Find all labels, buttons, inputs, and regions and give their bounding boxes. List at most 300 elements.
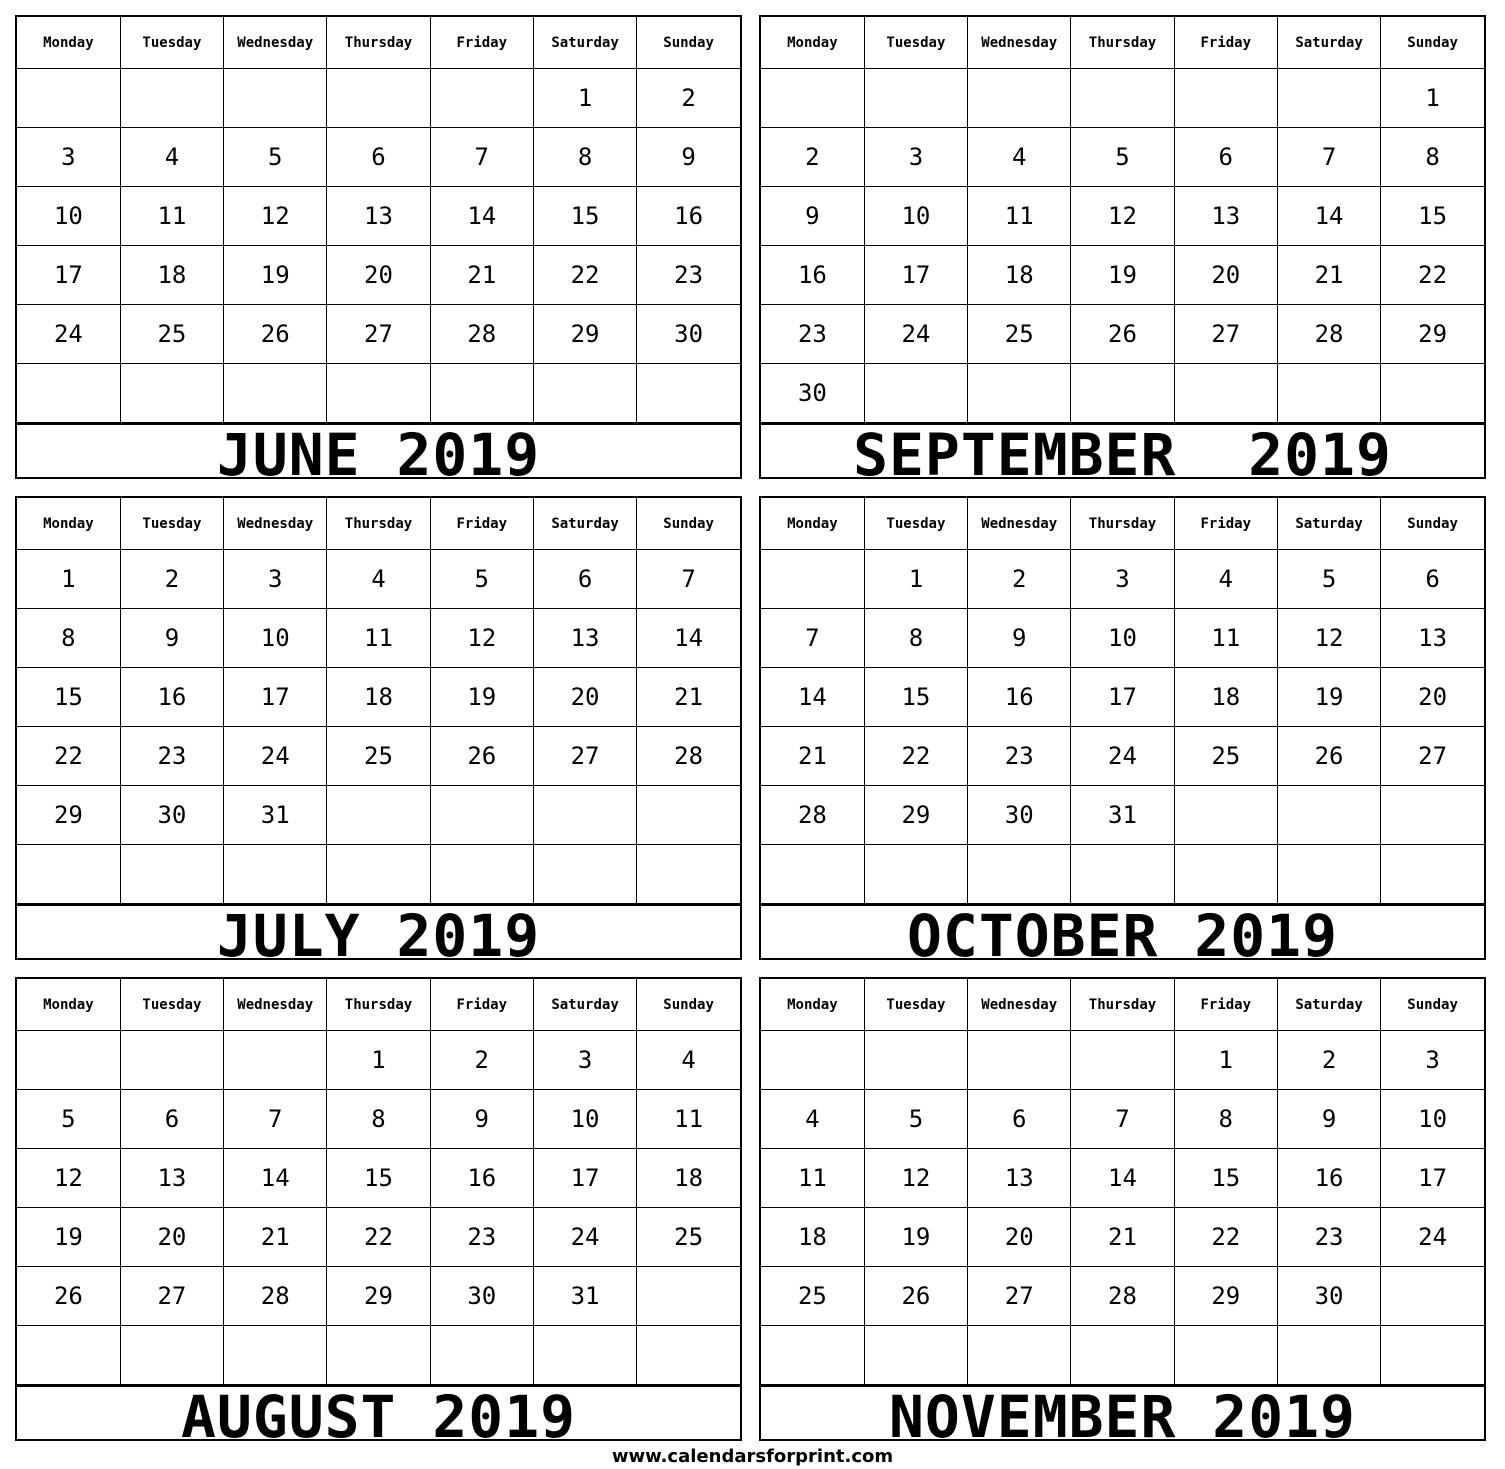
day-cell bbox=[120, 1326, 223, 1385]
day-cell: 11 bbox=[327, 609, 430, 668]
week-row bbox=[761, 609, 1484, 668]
weekday-header: Sunday bbox=[637, 17, 740, 69]
day-cell bbox=[1071, 364, 1174, 423]
day-cell bbox=[1071, 1326, 1174, 1385]
day-cell: 22 bbox=[1174, 1208, 1277, 1267]
weekday-header-row bbox=[761, 17, 1484, 69]
week-row bbox=[17, 305, 740, 364]
day-cell bbox=[120, 364, 223, 423]
weekday-header-row bbox=[17, 17, 740, 69]
weekday-header: Tuesday bbox=[864, 498, 967, 550]
day-cell bbox=[637, 1267, 740, 1326]
day-cell: 26 bbox=[430, 727, 533, 786]
day-cell bbox=[430, 69, 533, 128]
day-cell: 29 bbox=[533, 305, 636, 364]
footer-url: www.calendarsforprint.com bbox=[611, 1446, 894, 1467]
day-cell: 31 bbox=[533, 1267, 636, 1326]
day-cell bbox=[864, 1326, 967, 1385]
day-cell: 24 bbox=[1381, 1208, 1484, 1267]
day-cell: 20 bbox=[1381, 668, 1484, 727]
day-cell: 18 bbox=[968, 246, 1071, 305]
week-row bbox=[761, 1326, 1484, 1385]
weekday-header: Tuesday bbox=[120, 498, 223, 550]
day-cell: 11 bbox=[968, 187, 1071, 246]
day-cell: 27 bbox=[120, 1267, 223, 1326]
month-title: SEPTEMBER 2019 bbox=[761, 423, 1484, 480]
day-cell: 28 bbox=[761, 786, 864, 845]
day-cell: 10 bbox=[1381, 1090, 1484, 1149]
day-cell: 22 bbox=[864, 727, 967, 786]
day-cell: 18 bbox=[120, 246, 223, 305]
day-cell: 15 bbox=[17, 668, 120, 727]
weekday-header: Sunday bbox=[637, 498, 740, 550]
day-cell: 16 bbox=[761, 246, 864, 305]
day-cell: 29 bbox=[327, 1267, 430, 1326]
weekday-header: Wednesday bbox=[968, 979, 1071, 1031]
week-row bbox=[17, 1149, 740, 1208]
day-cell: 30 bbox=[430, 1267, 533, 1326]
weekday-header: Friday bbox=[1174, 17, 1277, 69]
day-cell: 4 bbox=[120, 128, 223, 187]
day-cell: 2 bbox=[120, 550, 223, 609]
weekday-header: Wednesday bbox=[224, 498, 327, 550]
day-cell bbox=[1174, 786, 1277, 845]
day-cell: 10 bbox=[224, 609, 327, 668]
weekday-header: Saturday bbox=[1277, 498, 1380, 550]
month-calendar bbox=[15, 496, 742, 960]
weekday-header: Monday bbox=[17, 17, 120, 69]
day-cell: 8 bbox=[1174, 1090, 1277, 1149]
day-cell: 16 bbox=[120, 668, 223, 727]
day-cell bbox=[637, 364, 740, 423]
calendar-grid bbox=[761, 979, 1484, 1385]
day-cell: 7 bbox=[1277, 128, 1380, 187]
day-cell: 21 bbox=[1071, 1208, 1174, 1267]
day-cell: 22 bbox=[533, 246, 636, 305]
day-cell: 13 bbox=[533, 609, 636, 668]
day-cell bbox=[1071, 845, 1174, 904]
day-cell bbox=[864, 364, 967, 423]
day-cell: 30 bbox=[761, 364, 864, 423]
day-cell: 12 bbox=[17, 1149, 120, 1208]
weekday-header-row bbox=[761, 498, 1484, 550]
day-cell bbox=[17, 1031, 120, 1090]
day-cell bbox=[1071, 69, 1174, 128]
month-title: AUGUST 2019 bbox=[17, 1385, 740, 1442]
day-cell: 14 bbox=[1071, 1149, 1174, 1208]
weekday-header: Thursday bbox=[327, 498, 430, 550]
day-cell bbox=[327, 786, 430, 845]
day-cell: 23 bbox=[637, 246, 740, 305]
day-cell: 15 bbox=[1381, 187, 1484, 246]
calendar-grid bbox=[17, 979, 740, 1385]
day-cell: 8 bbox=[1381, 128, 1484, 187]
weekday-header: Thursday bbox=[1071, 979, 1174, 1031]
day-cell: 29 bbox=[17, 786, 120, 845]
calendar-grid bbox=[17, 17, 740, 423]
day-cell: 9 bbox=[430, 1090, 533, 1149]
day-cell: 10 bbox=[533, 1090, 636, 1149]
day-cell bbox=[327, 845, 430, 904]
day-cell: 5 bbox=[430, 550, 533, 609]
day-cell: 1 bbox=[17, 550, 120, 609]
day-cell: 23 bbox=[1277, 1208, 1380, 1267]
day-cell: 28 bbox=[430, 305, 533, 364]
day-cell: 20 bbox=[968, 1208, 1071, 1267]
week-row bbox=[17, 845, 740, 904]
weekday-header: Friday bbox=[1174, 498, 1277, 550]
day-cell bbox=[864, 69, 967, 128]
month-calendar bbox=[759, 15, 1486, 479]
day-cell: 1 bbox=[533, 69, 636, 128]
calendar-grid bbox=[761, 498, 1484, 904]
week-row bbox=[761, 128, 1484, 187]
weekday-header: Tuesday bbox=[120, 979, 223, 1031]
week-row bbox=[17, 550, 740, 609]
day-cell: 4 bbox=[327, 550, 430, 609]
week-row bbox=[761, 668, 1484, 727]
day-cell bbox=[968, 1326, 1071, 1385]
day-cell bbox=[224, 1031, 327, 1090]
day-cell bbox=[1381, 1267, 1484, 1326]
day-cell: 21 bbox=[637, 668, 740, 727]
day-cell: 15 bbox=[533, 187, 636, 246]
day-cell: 16 bbox=[1277, 1149, 1380, 1208]
day-cell: 1 bbox=[1174, 1031, 1277, 1090]
weekday-header: Monday bbox=[17, 979, 120, 1031]
week-row bbox=[761, 1090, 1484, 1149]
day-cell: 11 bbox=[761, 1149, 864, 1208]
week-row bbox=[761, 1031, 1484, 1090]
day-cell: 9 bbox=[968, 609, 1071, 668]
day-cell: 21 bbox=[1277, 246, 1380, 305]
day-cell: 22 bbox=[17, 727, 120, 786]
day-cell bbox=[864, 845, 967, 904]
day-cell: 29 bbox=[864, 786, 967, 845]
day-cell bbox=[968, 845, 1071, 904]
day-cell bbox=[1277, 786, 1380, 845]
day-cell: 28 bbox=[1277, 305, 1380, 364]
day-cell: 8 bbox=[864, 609, 967, 668]
day-cell: 29 bbox=[1174, 1267, 1277, 1326]
day-cell: 19 bbox=[864, 1208, 967, 1267]
day-cell: 15 bbox=[864, 668, 967, 727]
week-row bbox=[17, 364, 740, 423]
weekday-header: Tuesday bbox=[120, 17, 223, 69]
day-cell bbox=[968, 364, 1071, 423]
weekday-header: Monday bbox=[761, 17, 864, 69]
day-cell bbox=[224, 69, 327, 128]
day-cell: 1 bbox=[1381, 69, 1484, 128]
day-cell: 9 bbox=[1277, 1090, 1380, 1149]
day-cell: 7 bbox=[430, 128, 533, 187]
day-cell bbox=[1381, 786, 1484, 845]
day-cell: 11 bbox=[120, 187, 223, 246]
day-cell: 5 bbox=[17, 1090, 120, 1149]
day-cell: 2 bbox=[430, 1031, 533, 1090]
day-cell: 18 bbox=[1174, 668, 1277, 727]
weekday-header: Saturday bbox=[1277, 17, 1380, 69]
day-cell: 15 bbox=[327, 1149, 430, 1208]
day-cell bbox=[120, 845, 223, 904]
week-row bbox=[17, 1208, 740, 1267]
day-cell: 19 bbox=[224, 246, 327, 305]
weekday-header: Monday bbox=[761, 498, 864, 550]
day-cell: 25 bbox=[637, 1208, 740, 1267]
week-row bbox=[761, 845, 1484, 904]
day-cell: 5 bbox=[864, 1090, 967, 1149]
day-cell: 29 bbox=[1381, 305, 1484, 364]
day-cell: 4 bbox=[1174, 550, 1277, 609]
day-cell bbox=[17, 69, 120, 128]
day-cell bbox=[17, 364, 120, 423]
day-cell: 19 bbox=[1277, 668, 1380, 727]
day-cell bbox=[761, 69, 864, 128]
day-cell: 31 bbox=[224, 786, 327, 845]
day-cell: 9 bbox=[120, 609, 223, 668]
day-cell: 8 bbox=[533, 128, 636, 187]
week-row bbox=[761, 727, 1484, 786]
day-cell: 14 bbox=[1277, 187, 1380, 246]
day-cell: 9 bbox=[637, 128, 740, 187]
day-cell: 5 bbox=[1277, 550, 1380, 609]
day-cell: 25 bbox=[327, 727, 430, 786]
day-cell bbox=[1277, 1326, 1380, 1385]
day-cell: 24 bbox=[1071, 727, 1174, 786]
weekday-header: Thursday bbox=[1071, 498, 1174, 550]
day-cell: 16 bbox=[430, 1149, 533, 1208]
day-cell: 13 bbox=[1174, 187, 1277, 246]
day-cell: 31 bbox=[1071, 786, 1174, 845]
day-cell: 19 bbox=[17, 1208, 120, 1267]
weekday-header: Wednesday bbox=[224, 979, 327, 1031]
weekday-header: Friday bbox=[430, 498, 533, 550]
day-cell: 20 bbox=[120, 1208, 223, 1267]
day-cell bbox=[1381, 845, 1484, 904]
day-cell: 26 bbox=[864, 1267, 967, 1326]
day-cell: 21 bbox=[224, 1208, 327, 1267]
day-cell bbox=[968, 69, 1071, 128]
day-cell: 10 bbox=[17, 187, 120, 246]
day-cell: 16 bbox=[968, 668, 1071, 727]
day-cell: 13 bbox=[1381, 609, 1484, 668]
day-cell: 7 bbox=[224, 1090, 327, 1149]
weekday-header: Sunday bbox=[1381, 17, 1484, 69]
day-cell: 19 bbox=[430, 668, 533, 727]
day-cell bbox=[1277, 845, 1380, 904]
week-row bbox=[761, 1267, 1484, 1326]
day-cell bbox=[533, 786, 636, 845]
day-cell: 18 bbox=[761, 1208, 864, 1267]
day-cell: 7 bbox=[1071, 1090, 1174, 1149]
day-cell: 17 bbox=[1071, 668, 1174, 727]
weekday-header: Thursday bbox=[327, 979, 430, 1031]
week-row bbox=[761, 69, 1484, 128]
weekday-header-row bbox=[761, 979, 1484, 1031]
day-cell: 24 bbox=[864, 305, 967, 364]
day-cell bbox=[224, 845, 327, 904]
day-cell: 12 bbox=[1071, 187, 1174, 246]
day-cell bbox=[533, 1326, 636, 1385]
day-cell: 17 bbox=[1381, 1149, 1484, 1208]
weekday-header: Friday bbox=[1174, 979, 1277, 1031]
day-cell bbox=[533, 845, 636, 904]
day-cell: 6 bbox=[533, 550, 636, 609]
weekday-header-row bbox=[17, 498, 740, 550]
week-row bbox=[761, 364, 1484, 423]
week-row bbox=[17, 727, 740, 786]
day-cell bbox=[761, 1326, 864, 1385]
day-cell: 17 bbox=[17, 246, 120, 305]
day-cell bbox=[327, 1326, 430, 1385]
day-cell: 5 bbox=[224, 128, 327, 187]
weekday-header: Wednesday bbox=[968, 498, 1071, 550]
day-cell: 7 bbox=[637, 550, 740, 609]
day-cell: 26 bbox=[1071, 305, 1174, 364]
day-cell: 30 bbox=[637, 305, 740, 364]
day-cell bbox=[1381, 364, 1484, 423]
day-cell bbox=[1277, 69, 1380, 128]
day-cell bbox=[120, 1031, 223, 1090]
day-cell: 3 bbox=[864, 128, 967, 187]
day-cell bbox=[1174, 845, 1277, 904]
month-title: JUNE 2019 bbox=[17, 423, 740, 480]
day-cell: 17 bbox=[224, 668, 327, 727]
day-cell: 9 bbox=[761, 187, 864, 246]
day-cell: 10 bbox=[1071, 609, 1174, 668]
day-cell: 28 bbox=[1071, 1267, 1174, 1326]
day-cell bbox=[533, 364, 636, 423]
weekday-header: Saturday bbox=[533, 498, 636, 550]
day-cell: 15 bbox=[1174, 1149, 1277, 1208]
month-title: JULY 2019 bbox=[17, 904, 740, 961]
day-cell: 2 bbox=[1277, 1031, 1380, 1090]
week-row bbox=[17, 786, 740, 845]
day-cell: 1 bbox=[864, 550, 967, 609]
month-calendar bbox=[15, 15, 742, 479]
weekday-header: Sunday bbox=[1381, 498, 1484, 550]
day-cell: 24 bbox=[17, 305, 120, 364]
day-cell: 26 bbox=[17, 1267, 120, 1326]
day-cell: 11 bbox=[1174, 609, 1277, 668]
day-cell: 2 bbox=[637, 69, 740, 128]
week-row bbox=[17, 609, 740, 668]
day-cell: 16 bbox=[637, 187, 740, 246]
day-cell bbox=[120, 69, 223, 128]
weekday-header: Friday bbox=[430, 979, 533, 1031]
week-row bbox=[17, 69, 740, 128]
day-cell: 3 bbox=[533, 1031, 636, 1090]
day-cell: 3 bbox=[224, 550, 327, 609]
day-cell: 14 bbox=[637, 609, 740, 668]
day-cell: 6 bbox=[327, 128, 430, 187]
week-row bbox=[761, 187, 1484, 246]
day-cell: 22 bbox=[1381, 246, 1484, 305]
weekday-header: Tuesday bbox=[864, 17, 967, 69]
week-row bbox=[17, 1326, 740, 1385]
day-cell bbox=[1071, 1031, 1174, 1090]
month-title: OCTOBER 2019 bbox=[761, 904, 1484, 961]
weekday-header-row bbox=[17, 979, 740, 1031]
day-cell: 12 bbox=[864, 1149, 967, 1208]
day-cell: 2 bbox=[968, 550, 1071, 609]
day-cell: 7 bbox=[761, 609, 864, 668]
week-row bbox=[761, 246, 1484, 305]
day-cell bbox=[327, 364, 430, 423]
day-cell: 3 bbox=[17, 128, 120, 187]
day-cell: 27 bbox=[533, 727, 636, 786]
day-cell: 25 bbox=[120, 305, 223, 364]
day-cell: 24 bbox=[533, 1208, 636, 1267]
day-cell: 8 bbox=[327, 1090, 430, 1149]
day-cell: 20 bbox=[533, 668, 636, 727]
day-cell bbox=[1174, 364, 1277, 423]
day-cell: 10 bbox=[864, 187, 967, 246]
day-cell: 13 bbox=[327, 187, 430, 246]
day-cell bbox=[761, 550, 864, 609]
day-cell: 14 bbox=[430, 187, 533, 246]
day-cell: 20 bbox=[327, 246, 430, 305]
day-cell: 23 bbox=[120, 727, 223, 786]
weekday-header: Friday bbox=[430, 17, 533, 69]
day-cell: 3 bbox=[1071, 550, 1174, 609]
month-title: NOVEMBER 2019 bbox=[761, 1385, 1484, 1442]
weekday-header: Saturday bbox=[1277, 979, 1380, 1031]
day-cell bbox=[637, 786, 740, 845]
day-cell bbox=[17, 845, 120, 904]
day-cell bbox=[224, 364, 327, 423]
week-row bbox=[17, 128, 740, 187]
day-cell: 26 bbox=[224, 305, 327, 364]
day-cell bbox=[864, 1031, 967, 1090]
day-cell: 30 bbox=[1277, 1267, 1380, 1326]
day-cell: 25 bbox=[968, 305, 1071, 364]
day-cell: 12 bbox=[1277, 609, 1380, 668]
day-cell bbox=[430, 786, 533, 845]
day-cell: 5 bbox=[1071, 128, 1174, 187]
day-cell: 12 bbox=[430, 609, 533, 668]
week-row bbox=[17, 1267, 740, 1326]
day-cell: 28 bbox=[224, 1267, 327, 1326]
day-cell bbox=[761, 1031, 864, 1090]
weekday-header: Thursday bbox=[1071, 17, 1174, 69]
day-cell bbox=[430, 845, 533, 904]
day-cell: 23 bbox=[761, 305, 864, 364]
day-cell: 28 bbox=[637, 727, 740, 786]
weekday-header: Saturday bbox=[533, 17, 636, 69]
day-cell: 11 bbox=[637, 1090, 740, 1149]
day-cell: 27 bbox=[1381, 727, 1484, 786]
calendar-grid bbox=[761, 17, 1484, 423]
day-cell: 25 bbox=[761, 1267, 864, 1326]
week-row bbox=[761, 786, 1484, 845]
day-cell: 27 bbox=[968, 1267, 1071, 1326]
week-row bbox=[761, 550, 1484, 609]
day-cell bbox=[1174, 69, 1277, 128]
week-row bbox=[17, 1031, 740, 1090]
day-cell: 20 bbox=[1174, 246, 1277, 305]
week-row bbox=[17, 246, 740, 305]
day-cell: 17 bbox=[533, 1149, 636, 1208]
day-cell: 13 bbox=[120, 1149, 223, 1208]
day-cell bbox=[17, 1326, 120, 1385]
day-cell bbox=[430, 364, 533, 423]
day-cell: 21 bbox=[761, 727, 864, 786]
day-cell: 4 bbox=[761, 1090, 864, 1149]
weekday-header: Sunday bbox=[637, 979, 740, 1031]
weekday-header: Thursday bbox=[327, 17, 430, 69]
day-cell: 4 bbox=[968, 128, 1071, 187]
